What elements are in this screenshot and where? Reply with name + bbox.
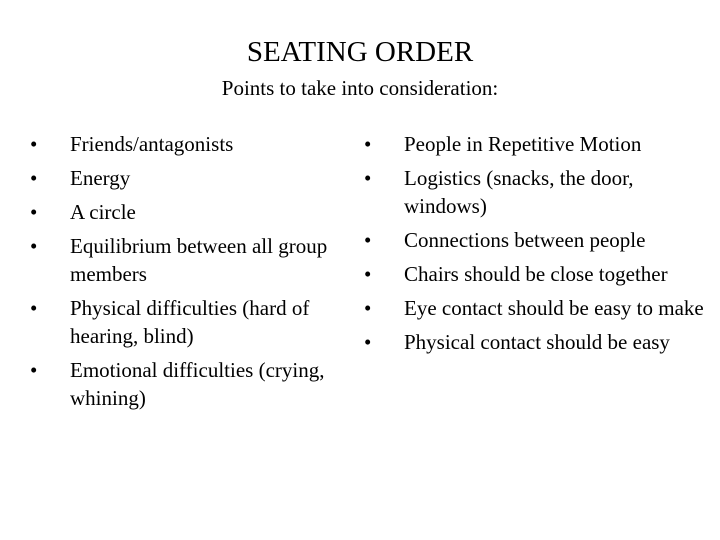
list-item-text: Chairs should be close together bbox=[404, 262, 668, 286]
bullet-icon: • bbox=[30, 296, 38, 320]
list-item-text: Equilibrium between all group members bbox=[70, 234, 328, 286]
list-item-text: Emotional difficulties (crying, whining) bbox=[70, 358, 325, 410]
list-item-text: Energy bbox=[70, 166, 131, 190]
left-bullet-list bbox=[30, 130, 360, 418]
bullet-icon: • bbox=[364, 228, 372, 252]
bullet-icon: • bbox=[30, 132, 38, 156]
bullet-icon: • bbox=[30, 200, 38, 224]
slide-subtitle: Points to take into consideration: bbox=[221, 76, 499, 100]
bullet-icon: • bbox=[30, 234, 38, 258]
right-bullet-list bbox=[364, 130, 704, 362]
list-item bbox=[364, 164, 704, 220]
list-item bbox=[364, 226, 704, 254]
bullet-icon: • bbox=[364, 262, 372, 286]
bullet-icon: • bbox=[30, 358, 38, 382]
list-item-text: Eye contact should be easy to make bbox=[404, 296, 704, 320]
list-item bbox=[364, 294, 704, 322]
bullet-icon: • bbox=[30, 166, 38, 190]
slide-title: SEATING ORDER bbox=[246, 36, 474, 68]
list-item bbox=[364, 260, 704, 288]
list-item bbox=[30, 164, 360, 192]
list-item-text: People in Repetitive Motion bbox=[404, 132, 642, 156]
bullet-icon: • bbox=[364, 296, 372, 320]
list-item bbox=[30, 356, 360, 412]
list-item bbox=[30, 198, 360, 226]
list-item bbox=[364, 130, 704, 158]
list-item bbox=[30, 130, 360, 158]
list-item bbox=[30, 232, 360, 288]
list-item-text: Physical difficulties (hard of hearing, blind) bbox=[70, 296, 310, 348]
list-item-text: Physical contact should be easy bbox=[404, 330, 670, 354]
list-item bbox=[364, 328, 704, 356]
list-item-text: Friends/antagonists bbox=[70, 132, 234, 156]
list-item bbox=[30, 294, 360, 350]
bullet-icon: • bbox=[364, 132, 372, 156]
list-item-text: A circle bbox=[70, 200, 136, 224]
list-item-text: Logistics (snacks, the door, windows) bbox=[404, 166, 634, 218]
bullet-icon: • bbox=[364, 330, 372, 354]
list-item-text: Connections between people bbox=[404, 228, 646, 252]
bullet-icon: • bbox=[364, 166, 372, 190]
